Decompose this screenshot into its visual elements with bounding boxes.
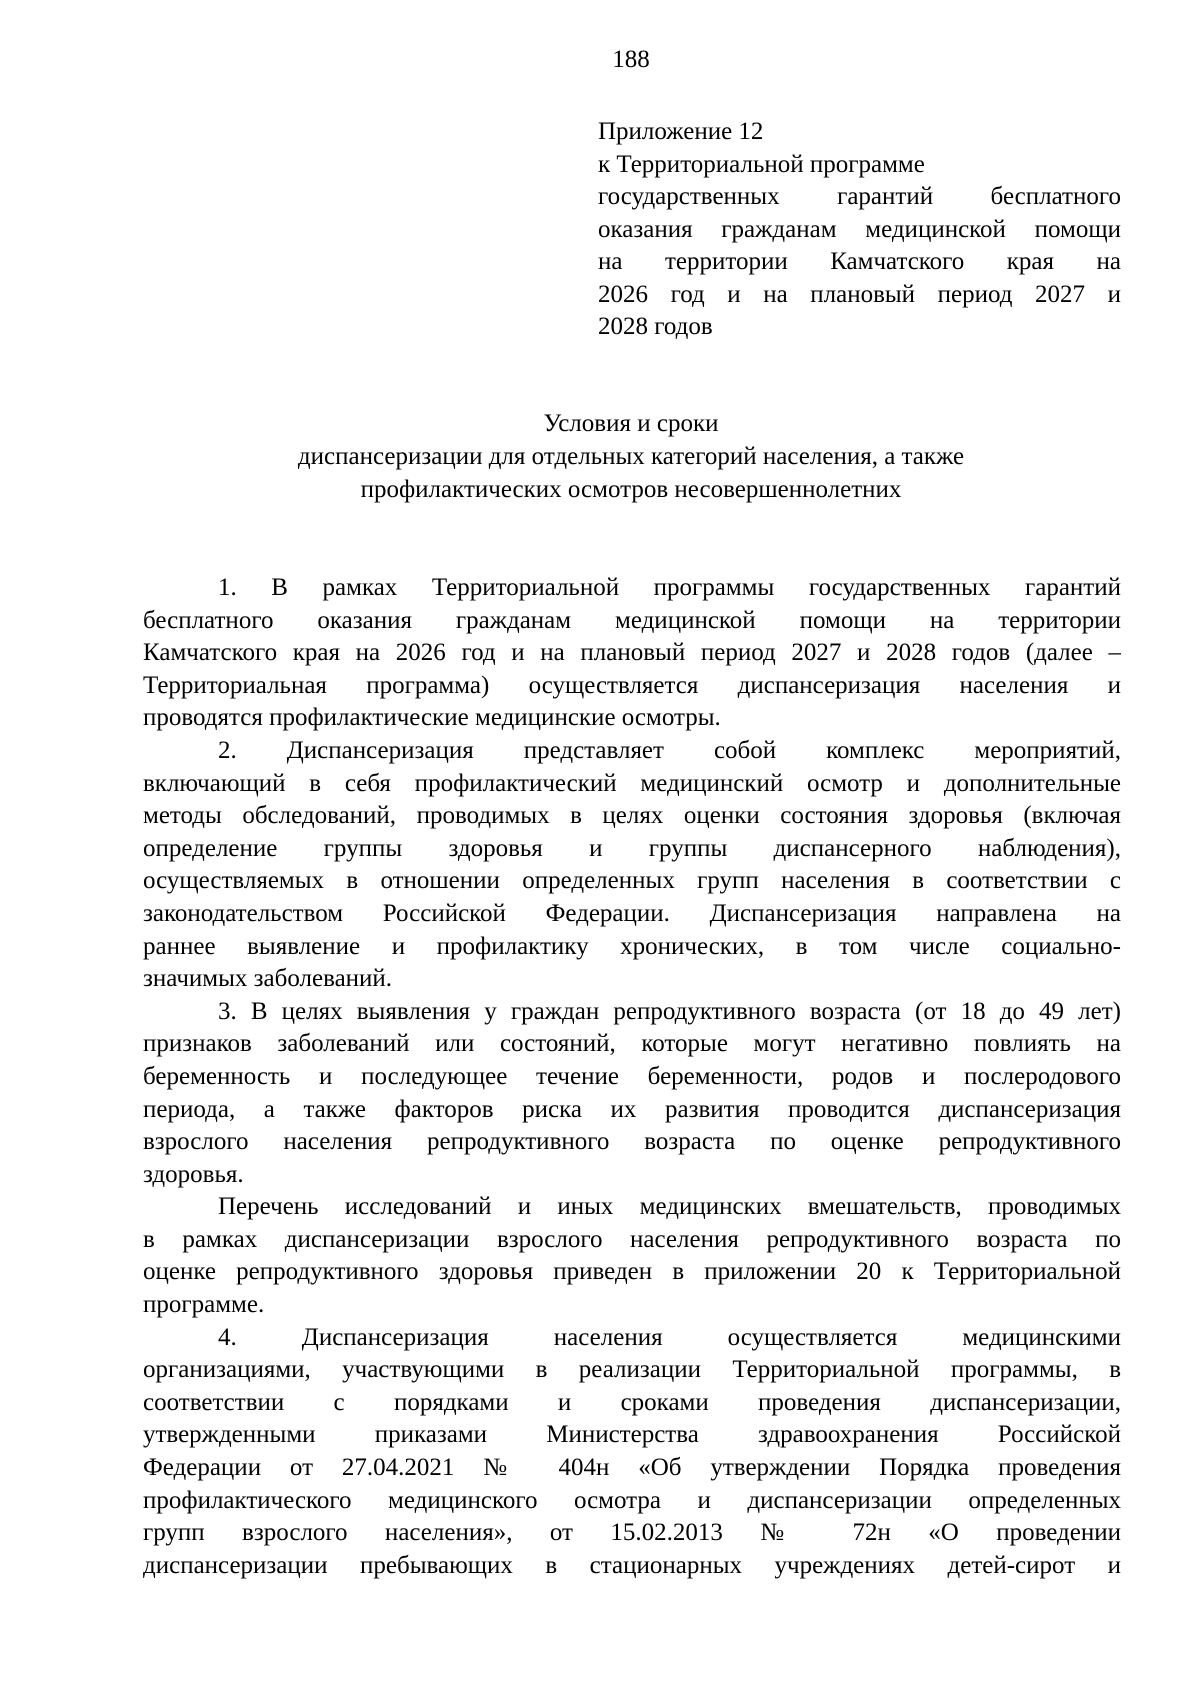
text-line: Перечень исследований и иных медицинских вмешательств, проводимых	[218, 1193, 1121, 1221]
text-line: определение группы здоровья и группы диспансерного наблюдения),	[143, 834, 1121, 862]
title-line: Условия и сроки	[543, 410, 719, 437]
text-line: 1. В рамках Территориальной программы государственных гарантий	[218, 574, 1121, 601]
annex-line: государственных гарантий бесплатного	[598, 183, 1121, 210]
text-line: значимых заболеваний.	[143, 965, 393, 993]
text-line: Федерации от 27.04.2021 № 404н «Об утверждении Порядка проведения	[143, 1454, 1121, 1482]
text-line: методы обследований, проводимых в целях оценки состояния здоровья (включая	[143, 802, 1121, 830]
annex-line: к Территориальной программе	[598, 150, 925, 178]
text-line: беременность и последующее течение беременности, родов и послеродового	[143, 1062, 1121, 1090]
text-line: диспансеризации пребывающих в стационарных учреждениях детей-сирот и	[143, 1551, 1121, 1579]
text-line: Камчатского края на 2026 год и на плановый период 2027 и 2028 годов (далее –	[143, 639, 1121, 667]
text-line: законодательством Российской Федерации. Диспансеризация направлена на	[143, 899, 1121, 927]
text-line: признаков заболеваний или состояний, которые могут негативно повлиять на	[143, 1030, 1121, 1058]
document-body	[143, 572, 1121, 1582]
text-line: 2. Диспансеризация представляет собой комплекс мероприятий,	[218, 736, 1121, 764]
paragraph-4	[143, 1322, 1121, 1583]
text-line: раннее выявление и профилактику хронических, в том числе социально-	[143, 932, 1121, 960]
text-line: проводятся профилактические медицинские осмотры.	[143, 704, 721, 732]
text-line: оценке репродуктивного здоровья приведен в приложении 20 к Территориальной	[143, 1258, 1121, 1286]
document-title	[0, 407, 1200, 506]
text-line: профилактического медицинского осмотра и диспансеризации определенных	[143, 1486, 1121, 1514]
text-line: 4. Диспансеризация населения осуществляется медицинскими	[218, 1323, 1121, 1351]
paragraph-3	[143, 996, 1121, 1192]
text-line: соответствии с порядками и сроками проведения диспансеризации,	[143, 1388, 1121, 1416]
text-line: здоровья.	[143, 1160, 244, 1188]
text-line: 3. В целях выявления у граждан репродуктивного возраста (от 18 до 49 лет)	[218, 997, 1121, 1025]
annex-line: Приложение 12	[598, 118, 764, 145]
text-line: групп взрослого населения», от 15.02.2013 № 72н «О проведении	[143, 1519, 1121, 1547]
annex-line: 2026 год и на плановый период 2027 и	[598, 280, 1121, 308]
annex-header	[598, 116, 1121, 344]
text-line: взрослого населения репродуктивного возраста по оценке репродуктивного	[143, 1128, 1121, 1156]
title-line: профилактических осмотров несовершеннолетних	[360, 476, 902, 503]
text-line: организациями, участвующими в реализации Территориальной программы, в	[143, 1356, 1121, 1384]
paragraph-1	[143, 572, 1121, 735]
title-line: диспансеризации для отдельных категорий населения, а также	[297, 443, 965, 470]
annex-line: 2028 годов	[598, 313, 713, 340]
annex-line: оказания гражданам медицинской помощи	[598, 215, 1121, 243]
text-line: утвержденными приказами Министерства здравоохранения Российской	[143, 1421, 1121, 1449]
paragraph-3-list	[143, 1191, 1121, 1321]
annex-line: на территории Камчатского края на	[598, 248, 1121, 275]
text-line: осуществляемых в отношении определенных групп населения в соответствии с	[143, 867, 1121, 895]
paragraph-2	[143, 735, 1121, 996]
text-line: периода, а также факторов риска их развития проводится диспансеризация	[143, 1095, 1121, 1123]
text-line: Территориальная программа) осуществляется диспансеризация населения и	[143, 671, 1121, 699]
text-line: включающий в себя профилактический медицинский осмотр и дополнительные	[143, 769, 1121, 797]
text-line: программе.	[143, 1291, 265, 1319]
text-line: бесплатного оказания гражданам медицинской помощи на территории	[143, 606, 1121, 634]
page-number: 188	[612, 46, 650, 73]
text-line: в рамках диспансеризации взрослого населения репродуктивного возраста по	[143, 1225, 1121, 1253]
